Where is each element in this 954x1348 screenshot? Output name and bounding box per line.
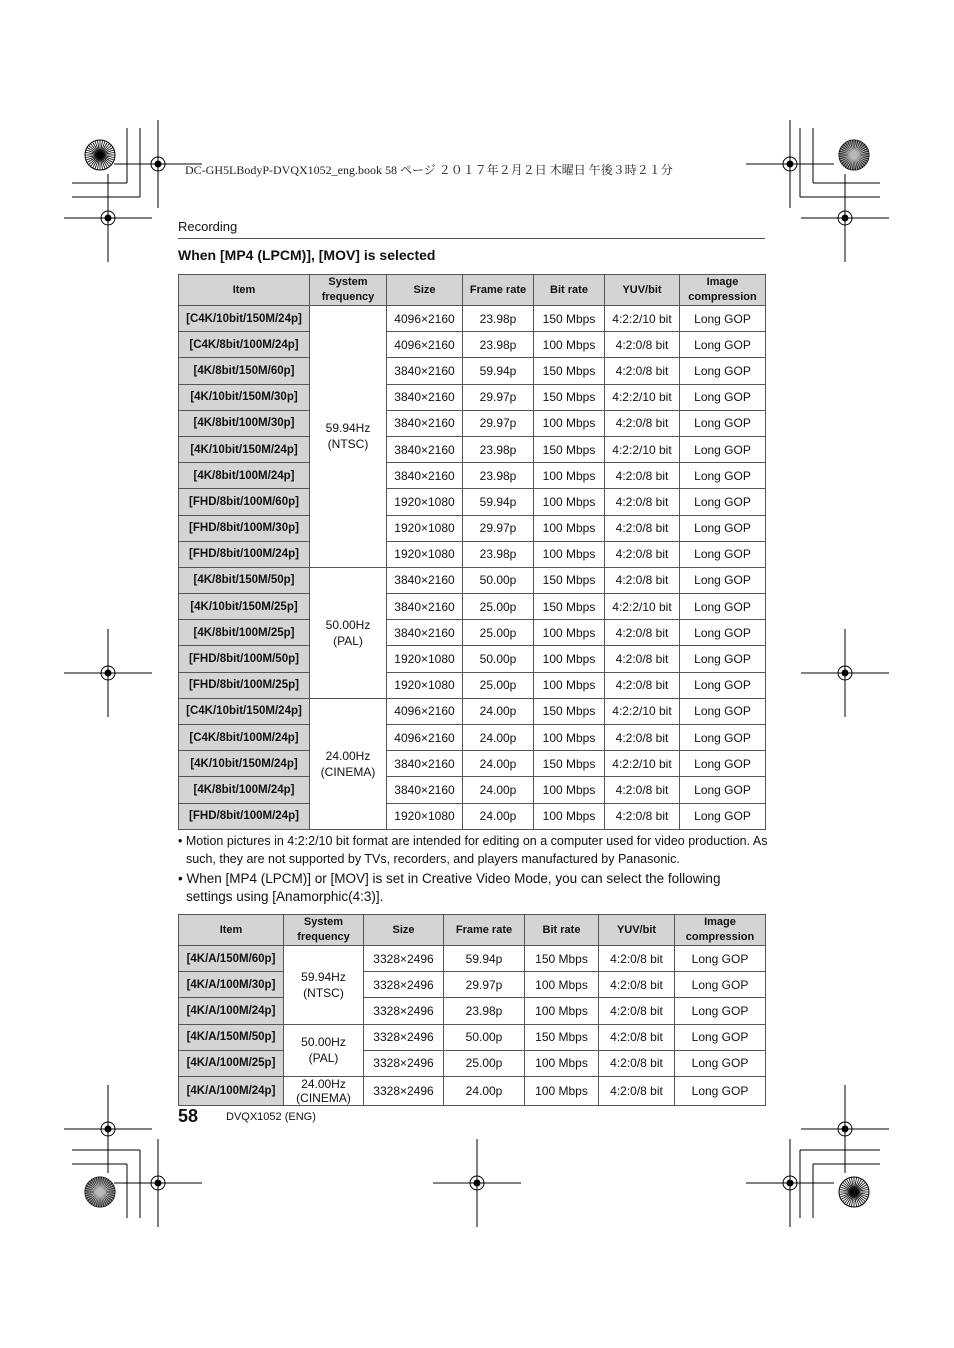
compression-cell: Long GOP [680, 777, 766, 803]
item-cell: [C4K/10bit/150M/24p] [179, 698, 310, 724]
compression-cell: Long GOP [675, 1076, 766, 1105]
table-row [179, 946, 766, 972]
size-cell: 4096×2160 [387, 332, 463, 358]
compression-cell: Long GOP [675, 998, 766, 1024]
table-row [179, 803, 766, 829]
frequency-line: (CINEMA) [320, 764, 376, 779]
item-cell: [FHD/8bit/100M/24p] [179, 541, 310, 567]
frame-rate-cell: 25.00p [463, 594, 534, 620]
note-anamorphic: • When [MP4 (LPCM)] or [MOV] is set in Creative Video Mode, you can select the following settings using [Anamorphic(4:3)]. [178, 871, 721, 904]
item-cell: [FHD/8bit/100M/60p] [179, 489, 310, 515]
item-cell: [4K/10bit/150M/24p] [179, 751, 310, 777]
compression-cell: Long GOP [680, 725, 766, 751]
size-cell: 1920×1080 [387, 515, 463, 541]
compression-cell: Long GOP [680, 384, 766, 410]
table-row [179, 751, 766, 777]
registration-crosshair-icon [433, 1139, 521, 1227]
bit-rate-cell: 150 Mbps [534, 594, 605, 620]
compression-cell: Long GOP [680, 489, 766, 515]
table-row [179, 698, 766, 724]
table-row [179, 1024, 766, 1050]
frame-rate-cell: 23.98p [463, 306, 534, 332]
size-cell: 4096×2160 [387, 698, 463, 724]
size-cell: 1920×1080 [387, 672, 463, 698]
compression-cell: Long GOP [680, 594, 766, 620]
yuv-cell: 4:2:0/8 bit [599, 998, 675, 1024]
yuv-cell: 4:2:0/8 bit [599, 1050, 675, 1076]
system-frequency-cell [284, 1024, 364, 1076]
size-cell: 3328×2496 [364, 1024, 444, 1050]
size-cell: 3840×2160 [387, 594, 463, 620]
yuv-cell: 4:2:0/8 bit [605, 777, 680, 803]
frame-rate-cell: 50.00p [444, 1024, 525, 1050]
frame-rate-cell: 25.00p [463, 620, 534, 646]
table-row [179, 410, 766, 436]
size-cell: 1920×1080 [387, 646, 463, 672]
col-header-yuv: YUV/bit [599, 915, 675, 946]
compression-cell: Long GOP [680, 332, 766, 358]
frame-rate-cell: 29.97p [463, 410, 534, 436]
compression-cell: Long GOP [680, 306, 766, 332]
frame-rate-cell: 59.94p [444, 946, 525, 972]
size-cell: 3840×2160 [387, 436, 463, 462]
registration-crosshair-icon [746, 120, 834, 208]
col-header-yuv: YUV/bit [605, 275, 680, 306]
item-cell: [4K/A/150M/50p] [179, 1024, 284, 1050]
compression-cell: Long GOP [680, 620, 766, 646]
frame-rate-cell: 50.00p [463, 646, 534, 672]
frequency-line: (NTSC) [303, 985, 344, 1000]
frame-rate-cell: 23.98p [444, 998, 525, 1024]
table-header-row [179, 275, 766, 306]
registration-crosshair-icon [64, 1085, 152, 1173]
yuv-cell: 4:2:0/8 bit [605, 803, 680, 829]
item-cell: [FHD/8bit/100M/24p] [179, 803, 310, 829]
size-cell: 3840×2160 [387, 463, 463, 489]
compression-cell: Long GOP [680, 410, 766, 436]
bit-rate-cell: 100 Mbps [534, 620, 605, 646]
item-cell: [4K/A/150M/60p] [179, 946, 284, 972]
col-header-compression: Image compression [680, 275, 766, 306]
item-cell: [4K/8bit/100M/25p] [179, 620, 310, 646]
frame-rate-cell: 50.00p [463, 567, 534, 593]
compression-cell: Long GOP [675, 946, 766, 972]
system-frequency-cell [310, 567, 387, 698]
frequency-line: 50.00Hz [325, 617, 371, 632]
frame-rate-cell: 29.97p [463, 384, 534, 410]
col-header-item: Item [179, 915, 284, 946]
compression-cell: Long GOP [680, 515, 766, 541]
size-cell: 3840×2160 [387, 751, 463, 777]
yuv-cell: 4:2:2/10 bit [605, 751, 680, 777]
yuv-cell: 4:2:0/8 bit [605, 672, 680, 698]
bit-rate-cell: 150 Mbps [534, 567, 605, 593]
item-cell: [4K/8bit/100M/24p] [179, 463, 310, 489]
bit-rate-cell: 150 Mbps [534, 358, 605, 384]
col-header-frequency: System frequency [310, 275, 387, 306]
yuv-cell: 4:2:0/8 bit [605, 515, 680, 541]
frame-rate-cell: 24.00p [463, 777, 534, 803]
size-cell: 1920×1080 [387, 803, 463, 829]
bit-rate-cell: 100 Mbps [534, 803, 605, 829]
compression-cell: Long GOP [675, 972, 766, 998]
yuv-cell: 4:2:2/10 bit [605, 698, 680, 724]
registration-crosshair-icon [801, 174, 889, 262]
bit-rate-cell: 100 Mbps [534, 489, 605, 515]
bit-rate-cell: 100 Mbps [534, 725, 605, 751]
table-row [179, 567, 766, 593]
note-4-2-2-editing: • Motion pictures in 4:2:2/10 bit format are intended for editing on a computer used for video production. As such, they are not supported by TVs, recorders, and players manufactured by Panasonic. [178, 834, 768, 866]
frequency-line: (PAL) [333, 633, 363, 648]
bit-rate-cell: 150 Mbps [534, 698, 605, 724]
frequency-line: 59.94Hz [325, 421, 371, 436]
frame-rate-cell: 59.94p [463, 358, 534, 384]
frame-rate-cell: 24.00p [463, 803, 534, 829]
item-cell: [FHD/8bit/100M/30p] [179, 515, 310, 541]
yuv-cell: 4:2:0/8 bit [605, 725, 680, 751]
item-cell: [C4K/8bit/100M/24p] [179, 332, 310, 358]
item-cell: [C4K/8bit/100M/24p] [179, 725, 310, 751]
frame-rate-cell: 25.00p [463, 672, 534, 698]
table-row [179, 646, 766, 672]
yuv-cell: 4:2:0/8 bit [605, 567, 680, 593]
table-row [179, 515, 766, 541]
compression-cell: Long GOP [680, 803, 766, 829]
table-row [179, 1076, 766, 1105]
bit-rate-cell: 150 Mbps [534, 306, 605, 332]
size-cell: 3840×2160 [387, 358, 463, 384]
col-header-frame-rate: Frame rate [444, 915, 525, 946]
bit-rate-cell: 150 Mbps [525, 946, 599, 972]
registration-crosshair-icon [801, 629, 889, 717]
yuv-cell: 4:2:2/10 bit [605, 594, 680, 620]
col-header-frame-rate: Frame rate [463, 275, 534, 306]
table-row [179, 725, 766, 751]
item-cell: [4K/8bit/100M/30p] [179, 410, 310, 436]
frame-rate-cell: 24.00p [463, 751, 534, 777]
bit-rate-cell: 100 Mbps [525, 1076, 599, 1105]
yuv-cell: 4:2:0/8 bit [605, 489, 680, 515]
yuv-cell: 4:2:0/8 bit [599, 1024, 675, 1050]
frequency-line: 50.00Hz [301, 1035, 346, 1050]
size-cell: 3840×2160 [387, 777, 463, 803]
size-cell: 3328×2496 [364, 998, 444, 1024]
yuv-cell: 4:2:0/8 bit [605, 646, 680, 672]
size-cell: 3328×2496 [364, 946, 444, 972]
col-header-size: Size [387, 275, 463, 306]
page-number: 58 [178, 1106, 199, 1126]
compression-cell: Long GOP [680, 672, 766, 698]
size-cell: 4096×2160 [387, 725, 463, 751]
size-cell: 3328×2496 [364, 1076, 444, 1105]
registration-crosshair-icon [64, 174, 152, 262]
frequency-line: 24.00Hz [301, 1076, 346, 1091]
bit-rate-cell: 100 Mbps [525, 998, 599, 1024]
anamorphic-settings-table [178, 914, 766, 1106]
table-row [179, 463, 766, 489]
bit-rate-cell: 150 Mbps [534, 436, 605, 462]
size-cell: 3328×2496 [364, 972, 444, 998]
yuv-cell: 4:2:2/10 bit [605, 384, 680, 410]
compression-cell: Long GOP [675, 1050, 766, 1076]
col-header-item: Item [179, 275, 310, 306]
size-cell: 3840×2160 [387, 620, 463, 646]
registration-crosshair-icon [801, 1085, 889, 1173]
table-row [179, 332, 766, 358]
table-row [179, 594, 766, 620]
compression-cell: Long GOP [680, 646, 766, 672]
table-row [179, 358, 766, 384]
yuv-cell: 4:2:2/10 bit [605, 436, 680, 462]
frame-rate-cell: 23.98p [463, 541, 534, 567]
size-cell: 3328×2496 [364, 1050, 444, 1076]
item-cell: [4K/A/100M/24p] [179, 998, 284, 1024]
item-cell: [4K/8bit/150M/50p] [179, 567, 310, 593]
yuv-cell: 4:2:0/8 bit [605, 332, 680, 358]
yuv-cell: 4:2:0/8 bit [605, 410, 680, 436]
frame-rate-cell: 23.98p [463, 463, 534, 489]
item-cell: [4K/10bit/150M/25p] [179, 594, 310, 620]
bit-rate-cell: 100 Mbps [534, 777, 605, 803]
bit-rate-cell: 100 Mbps [534, 672, 605, 698]
bit-rate-cell: 100 Mbps [525, 972, 599, 998]
size-cell: 3840×2160 [387, 567, 463, 593]
bit-rate-cell: 100 Mbps [534, 463, 605, 489]
registration-crosshair-icon [64, 629, 152, 717]
frequency-line: (CINEMA) [296, 1090, 351, 1105]
item-cell: [4K/A/100M/25p] [179, 1050, 284, 1076]
size-cell: 4096×2160 [387, 306, 463, 332]
table-row [179, 436, 766, 462]
table-row [179, 620, 766, 646]
frame-rate-cell: 23.98p [463, 332, 534, 358]
frame-rate-cell: 29.97p [444, 972, 525, 998]
table-row [179, 541, 766, 567]
frame-rate-cell: 29.97p [463, 515, 534, 541]
item-cell: [4K/10bit/150M/24p] [179, 436, 310, 462]
frequency-line: (PAL) [308, 1051, 339, 1066]
col-header-bit-rate: Bit rate [525, 915, 599, 946]
frequency-line: 24.00Hz [325, 748, 371, 763]
bit-rate-cell: 150 Mbps [534, 384, 605, 410]
frame-rate-cell: 24.00p [463, 725, 534, 751]
yuv-cell: 4:2:0/8 bit [605, 463, 680, 489]
bit-rate-cell: 100 Mbps [525, 1050, 599, 1076]
compression-cell: Long GOP [675, 1024, 766, 1050]
item-cell: [4K/8bit/150M/60p] [179, 358, 310, 384]
notes [178, 832, 768, 907]
yuv-cell: 4:2:0/8 bit [605, 358, 680, 384]
bit-rate-cell: 100 Mbps [534, 515, 605, 541]
system-frequency-cell [284, 946, 364, 1025]
yuv-cell: 4:2:0/8 bit [605, 541, 680, 567]
compression-cell: Long GOP [680, 358, 766, 384]
table-row [179, 1050, 766, 1076]
table-row [179, 998, 766, 1024]
frequency-line: 59.94Hz [301, 969, 346, 984]
bit-rate-cell: 100 Mbps [534, 541, 605, 567]
size-cell: 3840×2160 [387, 384, 463, 410]
registration-crosshair-icon [746, 1139, 834, 1227]
table-heading: When [MP4 (LPCM)], [MOV] is selected [178, 247, 436, 263]
bit-rate-cell: 100 Mbps [534, 410, 605, 436]
col-header-bit-rate: Bit rate [534, 275, 605, 306]
col-header-frequency: System frequency [284, 915, 364, 946]
compression-cell: Long GOP [680, 698, 766, 724]
compression-cell: Long GOP [680, 463, 766, 489]
system-frequency-cell [310, 698, 387, 829]
print-header-line: DC-GH5LBodyP-DVQX1052_eng.book 58 ページ ２０１７年２月２日 木曜日 午後３時２１分 [185, 163, 673, 177]
yuv-cell: 4:2:2/10 bit [605, 306, 680, 332]
size-cell: 1920×1080 [387, 541, 463, 567]
frame-rate-cell: 24.00p [444, 1076, 525, 1105]
system-frequency-cell [284, 1076, 364, 1105]
bit-rate-cell: 100 Mbps [534, 646, 605, 672]
bit-rate-cell: 100 Mbps [534, 332, 605, 358]
col-header-compression: Image compression [675, 915, 766, 946]
starburst-target-icon [85, 140, 115, 170]
table-row [179, 306, 766, 332]
compression-cell: Long GOP [680, 567, 766, 593]
starburst-target-icon [85, 1177, 115, 1207]
frequency-line: (NTSC) [327, 437, 369, 452]
item-cell: [FHD/8bit/100M/25p] [179, 672, 310, 698]
item-cell: [4K/8bit/100M/24p] [179, 777, 310, 803]
frame-rate-cell: 23.98p [463, 436, 534, 462]
document-code: DVQX1052 (ENG) [226, 1111, 316, 1123]
compression-cell: Long GOP [680, 541, 766, 567]
table-header-row [179, 915, 766, 946]
yuv-cell: 4:2:0/8 bit [605, 620, 680, 646]
table-row [179, 777, 766, 803]
compression-cell: Long GOP [680, 751, 766, 777]
yuv-cell: 4:2:0/8 bit [599, 1076, 675, 1105]
item-cell: [4K/A/100M/30p] [179, 972, 284, 998]
bit-rate-cell: 150 Mbps [525, 1024, 599, 1050]
table-row [179, 672, 766, 698]
table-row [179, 384, 766, 410]
size-cell: 3840×2160 [387, 410, 463, 436]
frame-rate-cell: 25.00p [444, 1050, 525, 1076]
table-row [179, 972, 766, 998]
starburst-target-icon [839, 1177, 869, 1207]
yuv-cell: 4:2:0/8 bit [599, 946, 675, 972]
frame-rate-cell: 59.94p [463, 489, 534, 515]
header-rule [178, 238, 765, 239]
section-label: Recording [178, 219, 238, 234]
bit-rate-cell: 150 Mbps [534, 751, 605, 777]
compression-cell: Long GOP [680, 436, 766, 462]
recording-settings-table [178, 274, 766, 830]
item-cell: [C4K/10bit/150M/24p] [179, 306, 310, 332]
system-frequency-cell [310, 306, 387, 568]
item-cell: [FHD/8bit/100M/50p] [179, 646, 310, 672]
yuv-cell: 4:2:0/8 bit [599, 972, 675, 998]
table-row [179, 489, 766, 515]
size-cell: 1920×1080 [387, 489, 463, 515]
item-cell: [4K/A/100M/24p] [179, 1076, 284, 1105]
starburst-target-icon [839, 140, 869, 170]
col-header-size: Size [364, 915, 444, 946]
frame-rate-cell: 24.00p [463, 698, 534, 724]
item-cell: [4K/10bit/150M/30p] [179, 384, 310, 410]
